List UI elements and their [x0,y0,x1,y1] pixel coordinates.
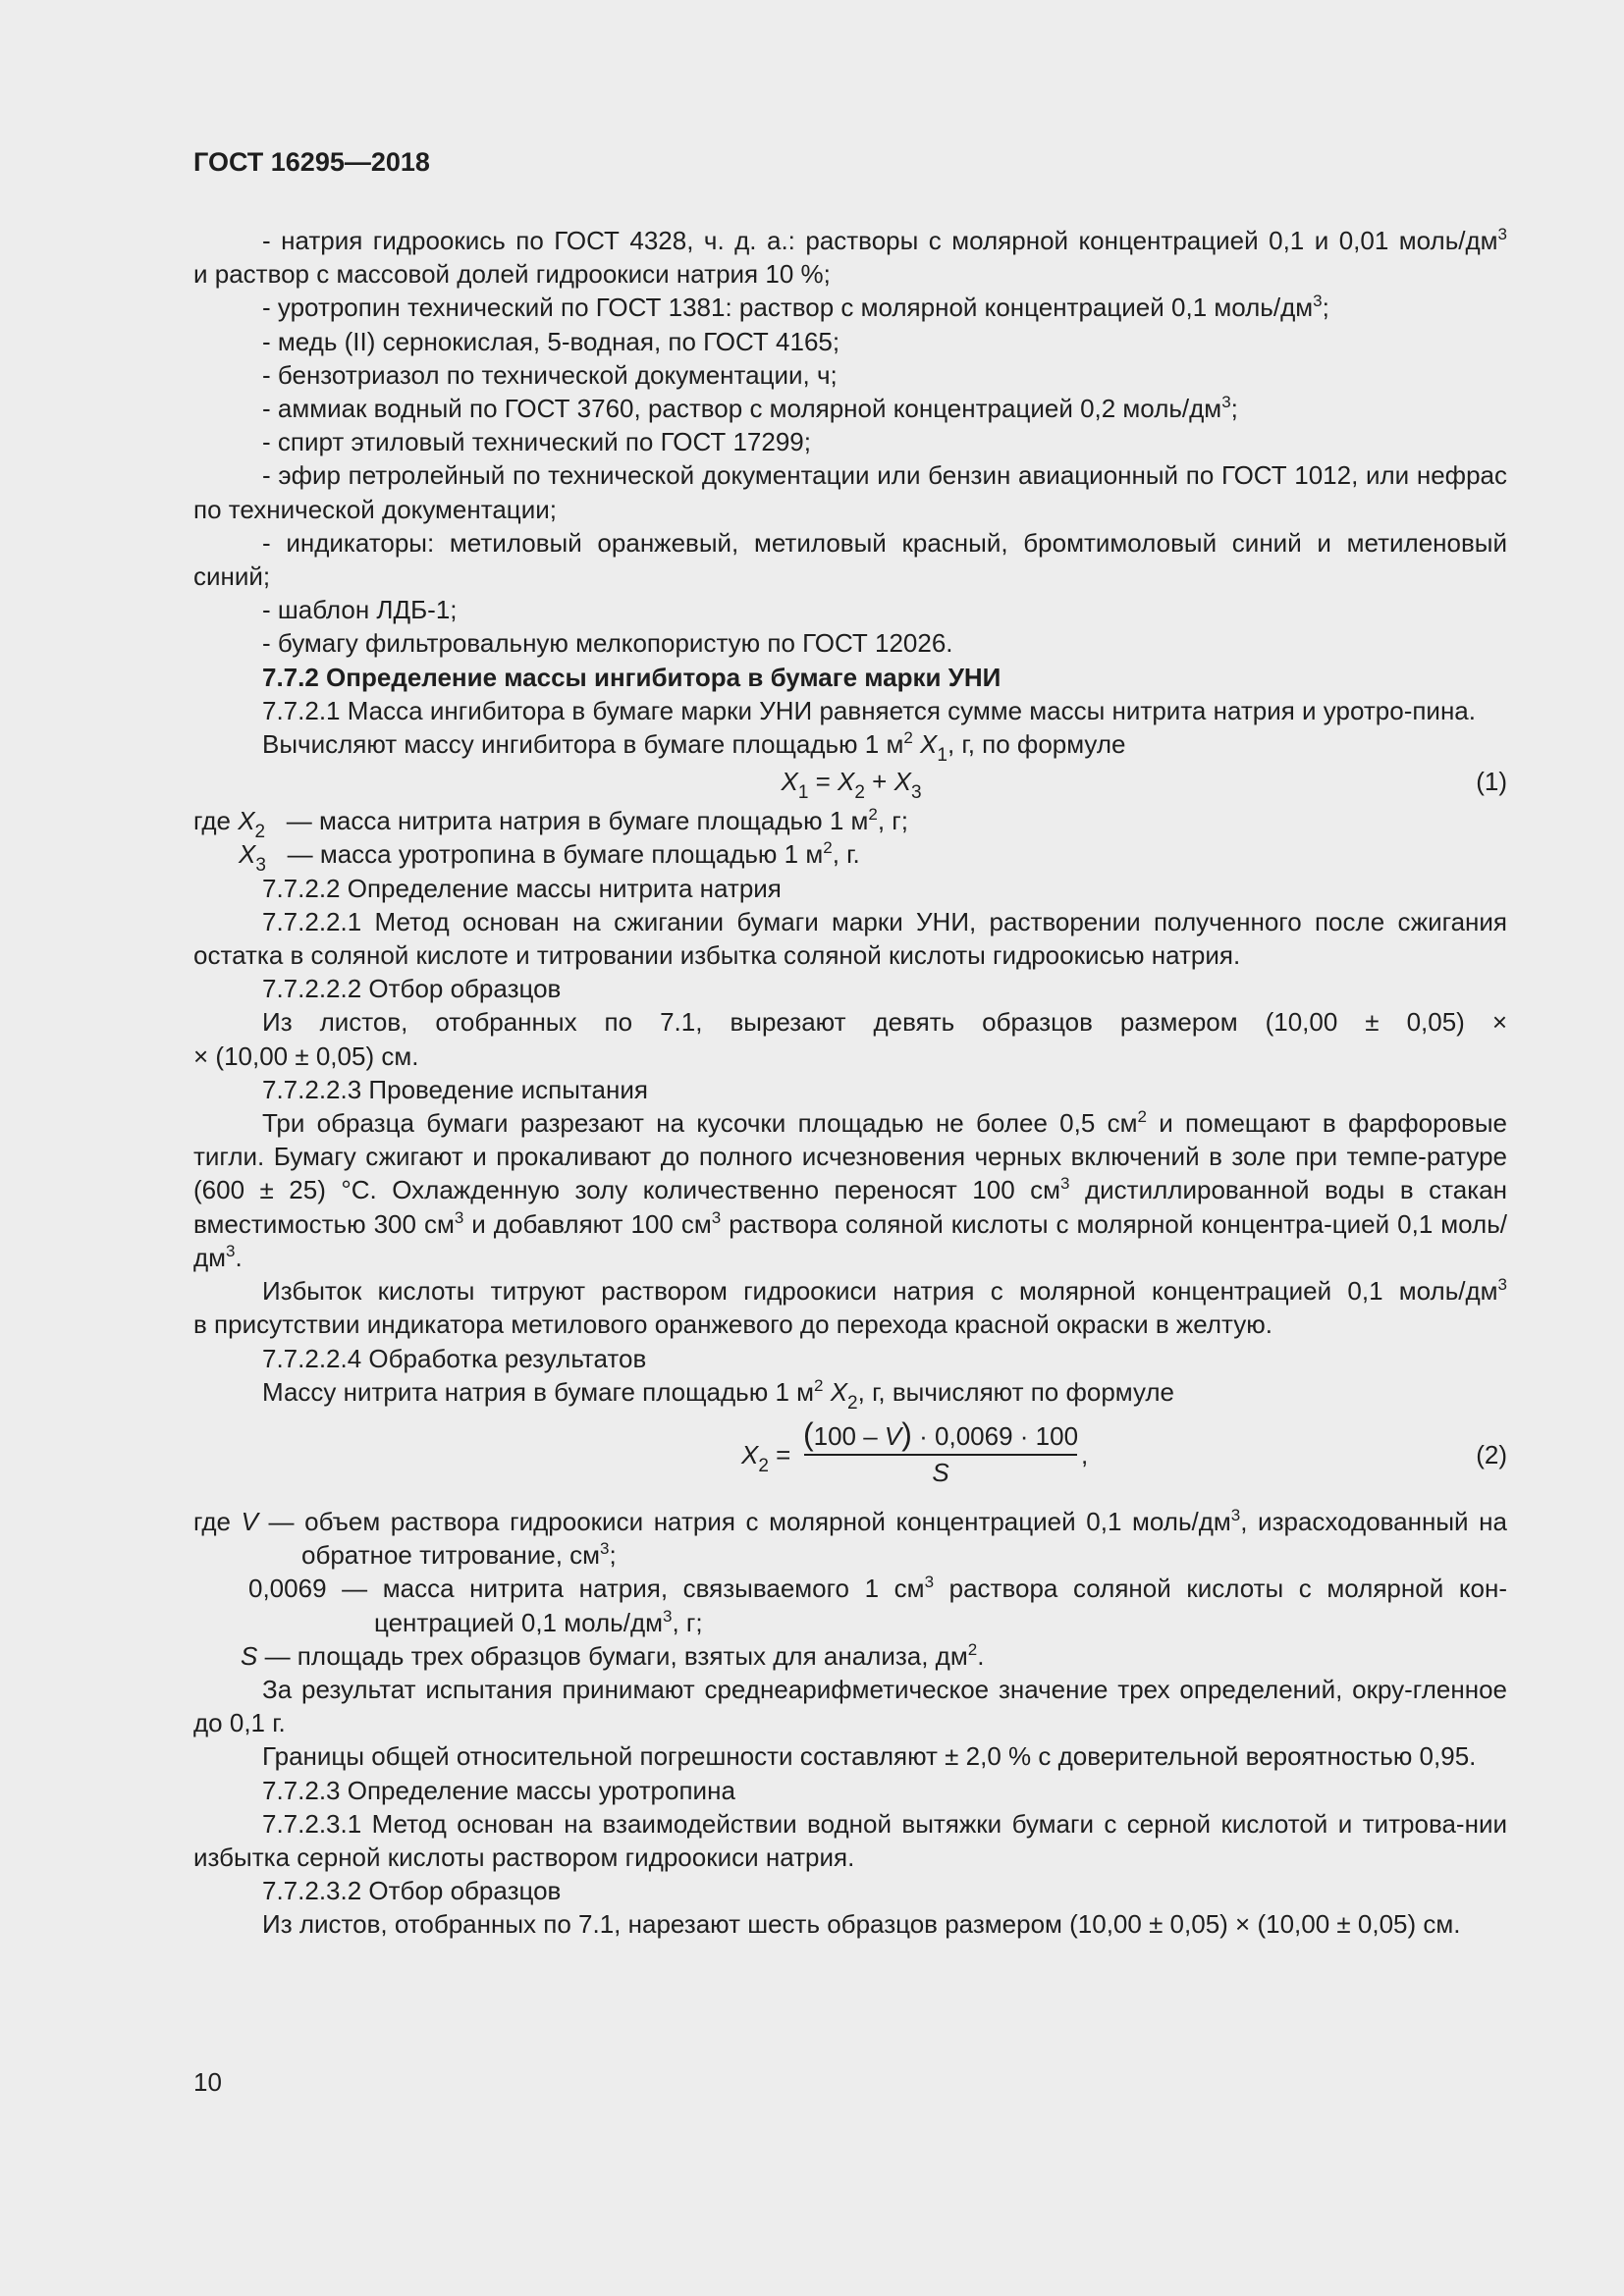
reagent-item: - бумагу фильтровальную мелкопористую по ГОСТ 12026. [262,628,953,659]
subsection-heading: 7.7.2.3 Определение массы уротропина [262,1775,735,1805]
formula-1-expression: $X_1 = X_2 + X_3$ [781,767,922,804]
subsection-heading: 7.7.2.2 Определение массы нитрита натрия [262,873,782,903]
reagent-item: - уротропин технический по ГОСТ 1381: раствор с молярной концентрацией 0,1 моль/$дм^3$; [262,292,1329,323]
subsection-heading: 7.7.2.2.2 Отбор образцов [262,974,562,1004]
paragraph-cont: × (10,00 ± 0,05) см. [193,1041,419,1071]
page-number: 10 [193,2067,222,2097]
paragraph: 7.7.2.3.1 Метод основан на взаимодействии водной вытяжки бумаги с серной кислотой и титрова-нии избытка серной кислоты раствором гидроокиси натрия. [193,1808,1507,1872]
paragraph: Из листов, отобранных по 7.1, вырезают девять образцов размером (10,00 ± 0,05) × [262,1007,1507,1038]
standard-header: ГОСТ 16295—2018 [193,147,430,177]
reagent-item: - шаблон ЛДБ-1; [262,595,458,625]
paragraph: Избыток кислоты титруют раствором гидроокиси натрия с молярной концентрацией 0,1 моль/$дм^3$ [262,1275,1507,1307]
reagent-item: - аммиак водный по ГОСТ 3760, раствор с молярной концентрацией 0,2 моль/$дм^3$; [262,393,1238,424]
legend-constant: 0,0069 — масса нитрита натрия, связываемого 1 $см^3$ раствора соляной кислоты с молярной кон-центрацией 0,1 моль/$дм^3$, г; [248,1573,1507,1637]
formula-2-number: (2) [1476,1439,1507,1469]
subsection-heading: 7.7.2.2.3 Проведение испытания [262,1074,648,1104]
paragraph-cont: в присутствии индикатора метилового оранжевого до перехода красной окраски в желтую. [193,1309,1272,1340]
reagent-item: - медь (II) сернокислая, 5-водная, по ГОСТ 4165; [262,326,840,356]
formula-1 [193,761,1507,804]
legend-s: S — площадь трех образцов бумаги, взятых для анализа, $дм^2$. [241,1639,985,1671]
formula-2: $X_2$ = (100 – V) · 0,0069 · 100 S , (2) [741,1415,1507,1487]
subsection-heading: 7.7.2.3.2 Отбор образцов [262,1876,562,1906]
paragraph: Из листов, отобранных по 7.1, нарезают шесть образцов размером (10,00 ± 0,05) × (10,00 ± 0,05) см. [262,1909,1461,1940]
legend-x2: где $X_2$ — масса нитрита натрия в бумаге площадью 1 $м^2$, г; [193,805,909,843]
formula-2-denominator: S [932,1457,949,1487]
reagent-item: - бензотриазол по технической документации, ч; [262,359,838,390]
paragraph: 7.7.2.1 Масса ингибитора в бумаге марки УНИ равняется сумме массы нитрита натрия и уротро-пина. [262,695,1476,725]
paragraph: Вычисляют массу ингибитора в бумаге площадью 1 $м^2$ $X_1$, г, по формуле [262,728,1126,767]
formula-1-number: (1) [1476,767,1507,797]
reagent-item: - спирт этиловый технический по ГОСТ 17299; [262,427,811,457]
reagent-item: - эфир петролейный по технической документации или бензин авиационный по ГОСТ 1012, или нефрас по технической документации; [193,460,1507,524]
paragraph: Три образца бумаги разрезают на кусочки площадью не более 0,5 $см^2$ и помещают в фарфоровые тигли. Бумагу сжигают и прокаливают до полного исчезновения черных включений в золе при темпе-ратуре (600 ± 25) °С. Охлажденную золу количественно переносят 100 $см^3$ дистиллированной воды в стакан вместимостью 300 $см^3$ и добавляют 100 $см^3$ раствора соляной кислоты с молярной концентра-цией 0,1 моль/$дм^3$. [193,1107,1507,1272]
formula-2-numerator: (100 – V) · 0,0069 · 100 [802,1415,1079,1452]
paragraph: 7.7.2.2.1 Метод основан на сжигании бумаги марки УНИ, растворении полученного после сжигания остатка в соляной кислоте и титровании избытка соляной кислоты гидроокисью натрия. [193,906,1507,971]
reagent-item-cont: и раствор с массовой долей гидроокиси натрия 10 %; [193,259,831,290]
reagent-item: - индикаторы: метиловый оранжевый, метиловый красный, бромтимоловый синий и метиленовый синий; [193,527,1507,592]
paragraph: Границы общей относительной погрешности составляют ± 2,0 % с доверительной вероятностью 0,95. [262,1741,1477,1772]
legend-v: где V — объем раствора гидроокиси натрия с молярной концентрацией 0,1 моль/$дм^3$, израсходованный на обратное титрование, $см^3$; [193,1505,1507,1571]
page-body [193,224,1507,1942]
legend-x3: $X_3$ — масса уротропина в бумаге площадью 1 $м^2$, г. [239,838,860,877]
section-heading: 7.7.2 Определение массы ингибитора в бумаге марки УНИ [262,662,1001,692]
subsection-heading: 7.7.2.2.4 Обработка результатов [262,1343,647,1373]
formula-2-lhs: $X_2$ = [741,1439,791,1476]
paragraph: Массу нитрита натрия в бумаге площадью 1 $м^2$ $X_2$, г, вычисляют по формуле [262,1375,1175,1414]
paragraph: За результат испытания принимают среднеарифметическое значение трех определений, окру-гленное до 0,1 г. [193,1674,1507,1738]
reagent-item: - натрия гидроокись по ГОСТ 4328, ч. д. а.: растворы с молярной концентрацией 0,1 и 0,01 моль/$дм^3$ [262,225,1507,255]
formula-2-fraction [802,1416,1079,1489]
